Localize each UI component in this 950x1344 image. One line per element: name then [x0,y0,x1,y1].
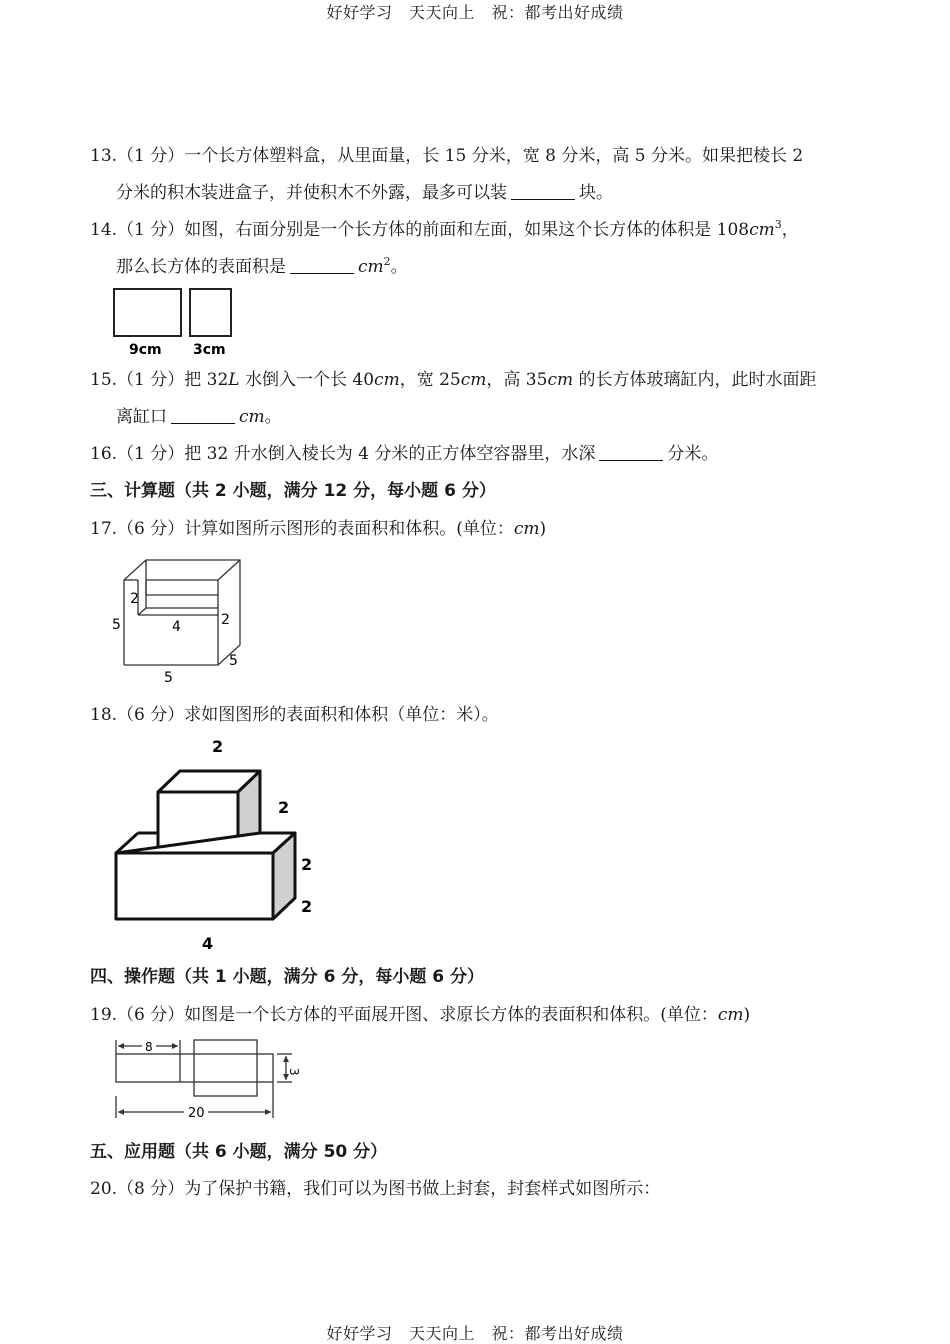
q19-arrow [283,1056,289,1062]
q19-label-8: 8 [145,1040,153,1054]
q18-label-right-bot: 2 [301,897,313,916]
section-4-title: 四、操作题（共 1 小题，满分 6 分，每小题 6 分） [90,967,484,987]
q18-line1: 18.（6 分）求如图图形的表面积和体积（单位：米）。 [90,705,499,725]
q19-label-20: 20 [188,1106,205,1121]
q17-text-b: ) [539,519,547,539]
q15-u3: cm [460,370,487,390]
q15-t2: 水倒入一个长 40 [239,370,375,390]
q19-figure [108,1036,308,1126]
q14-text-d: 。 [390,257,408,277]
q17-unit: cm [513,519,540,539]
q19-label-3: 3 [287,1068,301,1076]
q16-text-a: 16.（1 分）把 32 升水倒入棱长为 4 分米的正方体空容器里，水深 [90,444,596,464]
q14-text-b: ， [781,220,799,240]
q19-unit: cm [717,1005,744,1025]
q16-line1 [90,443,718,465]
q14-line2 [116,256,408,278]
q14-figure [105,283,245,363]
q14-left-face [190,289,231,336]
q18-label-bottom: 4 [202,934,214,953]
q14-sup2: 2 [383,255,391,268]
q19-arrow [265,1109,271,1115]
q15-t5: 的长方体玻璃缸内，此时水面距 [573,370,817,390]
q19-arrow [172,1043,178,1049]
q19-text-b: ) [743,1005,751,1025]
q14-unit2: cm [358,257,384,277]
page-footer: 好好学习 天天向上 祝：都考出好成绩 [326,1324,624,1343]
q17-label-5-bottom: 5 [164,670,173,686]
q14-sup1: 3 [774,218,782,231]
q14-line1 [90,219,799,241]
q19-line1 [90,1004,750,1026]
q15-u2: cm [374,370,400,390]
q13-text-a: 分米的积木装进盒子，并使积木不外露，最多可以装 [116,183,507,203]
q15-u1: L [228,370,240,390]
q15-t4: ，高 35 [486,370,548,390]
q17-line1 [90,518,546,540]
q19-text-a: 19.（6 分）如图是一个长方体的平面展开图、求原长方体的表面积和体积。(单位： [90,1005,718,1025]
q17-label-2-left: 2 [130,591,139,607]
q13-line1: 13.（1 分）一个长方体塑料盒，从里面量，长 15 分米，宽 8 分米，高 5 分米。如果把棱长 2 [90,146,804,166]
q17-edge [218,560,240,580]
q15-answer-blank[interactable] [171,407,235,424]
q15-t7: 。 [264,407,282,427]
q14-text-c: 那么长方体的表面积是 [116,257,286,277]
q18-label-right-top: 2 [278,798,290,817]
q15-t1: 15.（1 分）把 32 [90,370,229,390]
q19-arrow [118,1109,124,1115]
q17-figure [108,553,258,688]
q13-answer-blank[interactable] [511,183,575,200]
q18-figure [108,735,328,955]
q14-label-3cm: 3cm [193,342,226,358]
q16-text-b: 分米。 [667,444,719,464]
q17-label-5-depth: 5 [229,653,238,669]
q14-text-a: 14.（1 分）如图，右面分别是一个长方体的前面和左面，如果这个长方体的体积是 108 [90,220,750,240]
q17-label-2-right: 2 [221,612,230,628]
q18-label-right-mid: 2 [301,855,313,874]
q15-u4: cm [547,370,574,390]
q14-label-9cm: 9cm [129,342,162,358]
q14-front-face [114,289,181,336]
q18-label-top: 2 [212,737,224,756]
section-5-title: 五、应用题（共 6 小题，满分 50 分） [90,1142,388,1162]
q17-text-a: 17.（6 分）计算如图所示图形的表面积和体积。(单位： [90,519,514,539]
q16-answer-blank[interactable] [599,444,663,461]
q19-net-center [194,1040,257,1096]
q15-line1 [90,369,817,391]
q14-answer-blank[interactable] [290,257,354,274]
q13-text-b: 块。 [579,183,613,203]
q19-arrow [118,1043,124,1049]
q14-unit1: cm [749,220,775,240]
q17-label-4: 4 [172,619,181,635]
q20-line1: 20.（8 分）为了保护书籍，我们可以为图书做上封套，封套样式如图所示： [90,1179,661,1199]
q15-t6: 离缸口 [116,407,167,427]
q13-line2 [116,182,613,204]
q17-edge [138,608,146,615]
q18-lower-box-front [116,853,273,919]
q15-line2 [116,406,282,428]
page-header: 好好学习 天天向上 祝：都考出好成绩 [326,3,624,22]
section-3-title: 三、计算题（共 2 小题，满分 12 分，每小题 6 分） [90,481,496,501]
q15-t3: ，宽 25 [399,370,461,390]
q17-label-5-left: 5 [112,617,121,633]
q15-u5: cm [239,407,265,427]
